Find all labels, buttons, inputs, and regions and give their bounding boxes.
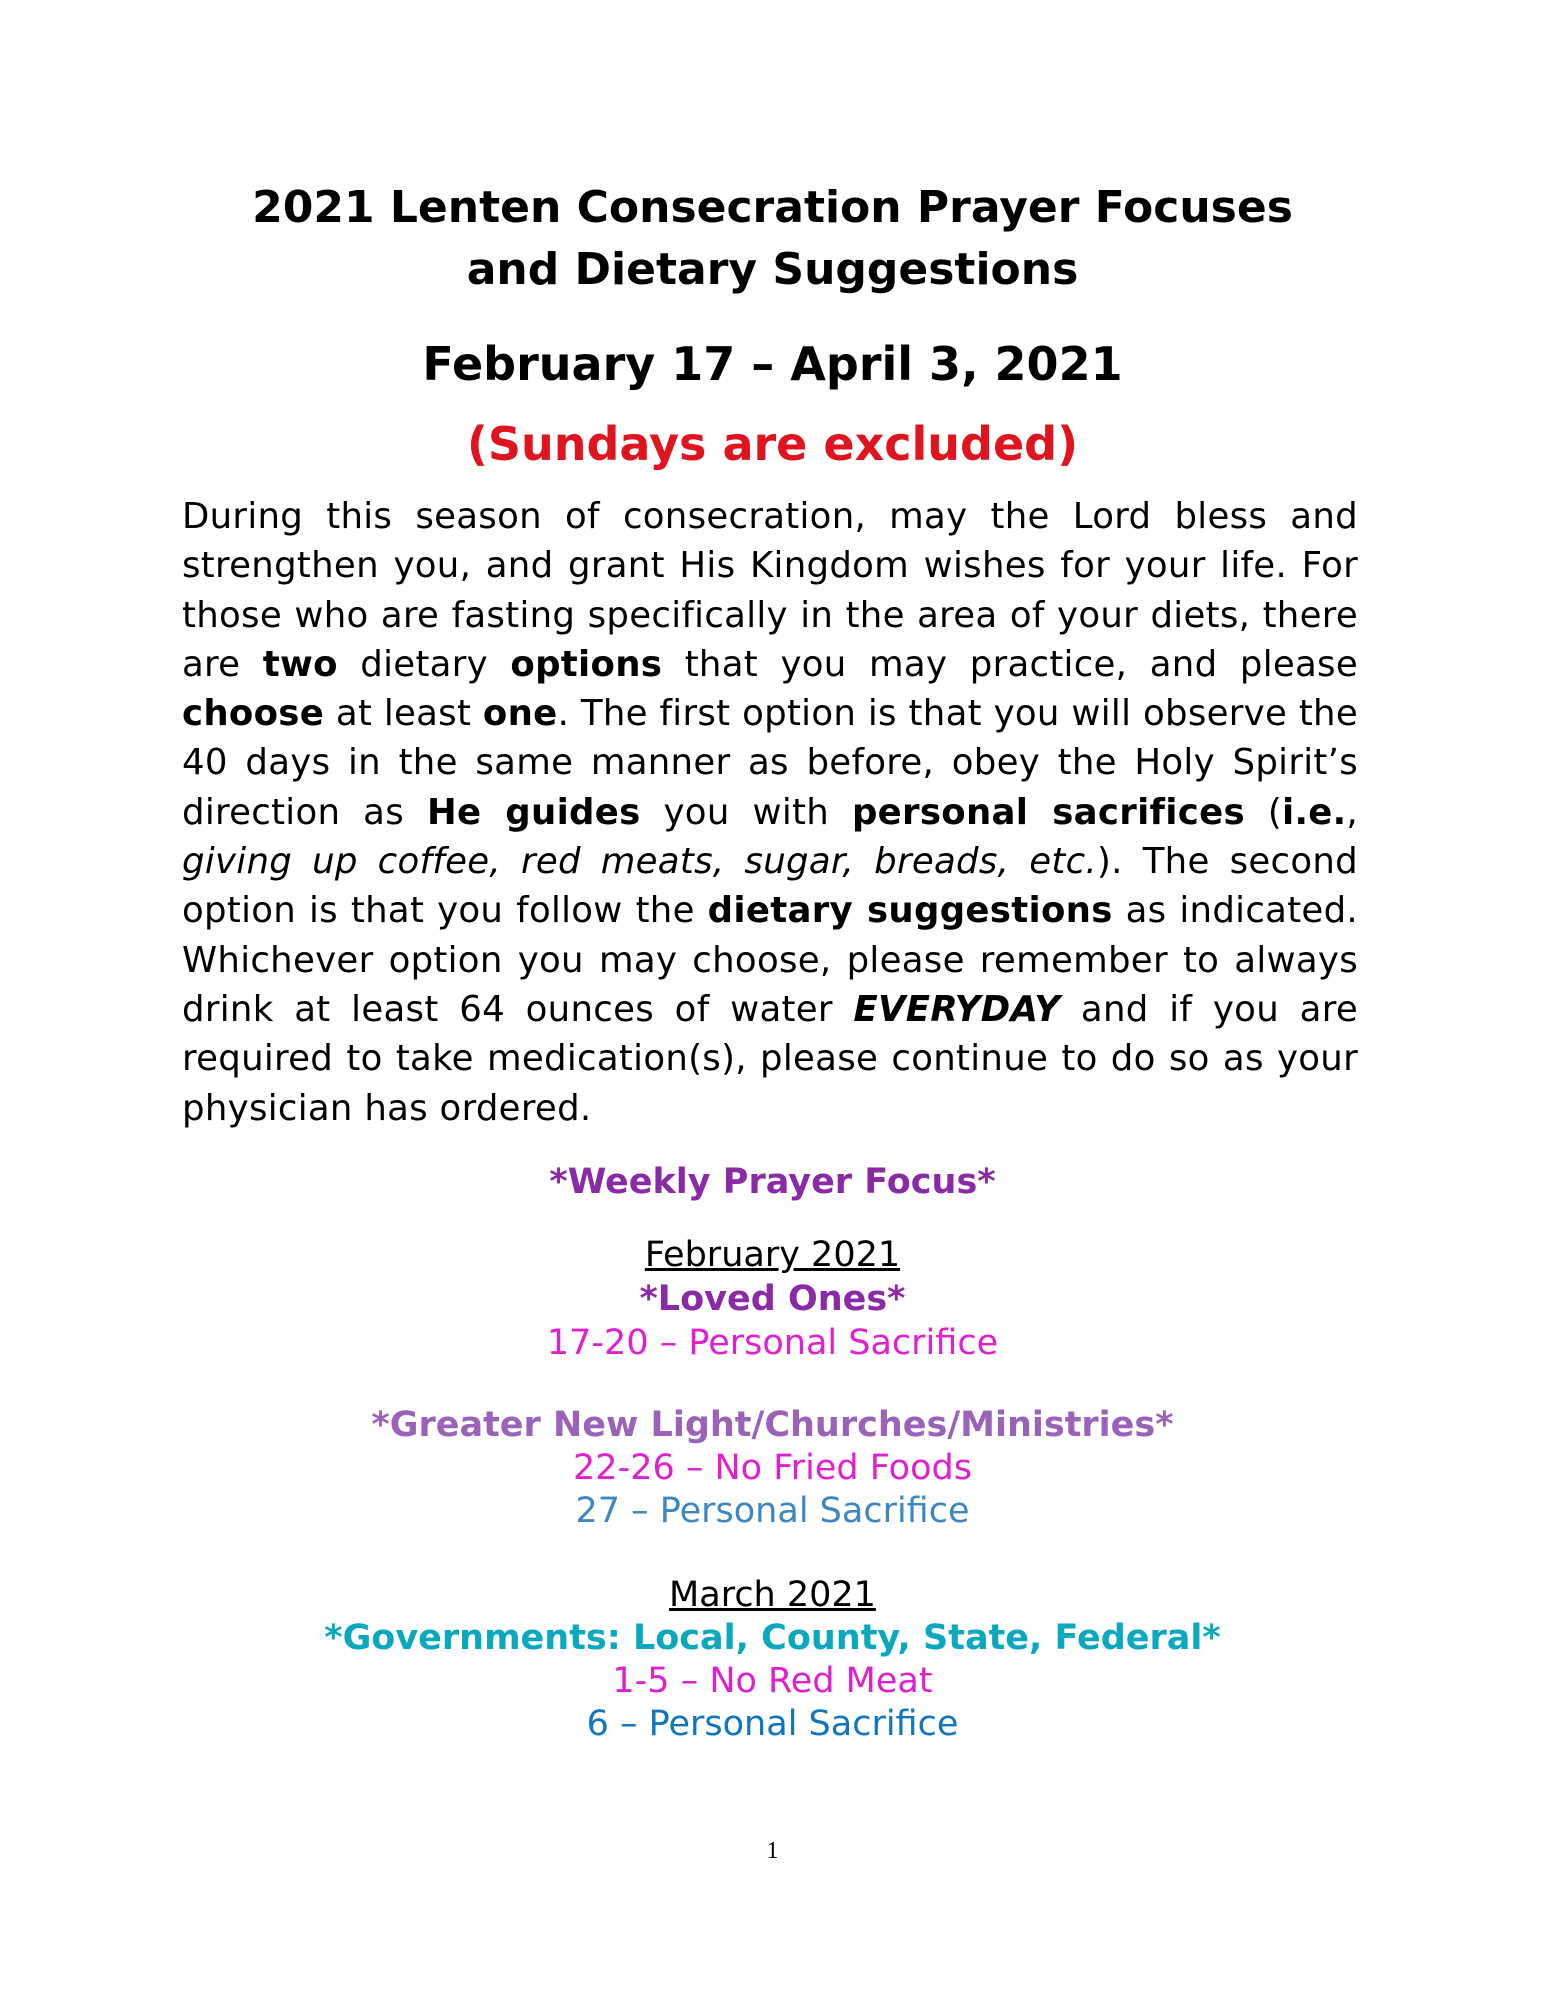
intro-text: and if you are required to take medication(s), please continue to do so as your physician has ordered. xyxy=(182,988,1358,1129)
intro-text: , xyxy=(1346,791,1358,833)
greater-new-light-section xyxy=(0,1404,1545,1533)
intro-text: at least xyxy=(324,693,483,735)
february-focus: *Loved Ones* xyxy=(639,1279,906,1319)
february-month-label: February 2021 xyxy=(644,1235,901,1275)
sundays-excluded-note: (Sundays are excluded) xyxy=(466,417,1079,471)
weekly-prayer-focus-heading: *Weekly Prayer Focus* xyxy=(549,1162,996,1202)
greater-focus: *Greater New Light/Churches/Ministries* xyxy=(371,1405,1174,1445)
date-range: February 17 – April 3, 2021 xyxy=(422,337,1123,391)
greater-item-2: 27 – Personal Sacrifice xyxy=(575,1491,970,1531)
intro-text: During this season of consecration, may the Lord bless and strengthen you, and grant His Kingdom wishes for your life. For those who are fasting specifically in the area of your diets, there are xyxy=(182,496,1358,685)
intro-bold-one: one xyxy=(482,693,558,735)
february-section xyxy=(0,1233,1545,1365)
intro-text: . The first option is that you will observe the 40 days in the same manner as before, obey the Holy Spirit’s direction as xyxy=(182,693,1358,833)
intro-bold-two: two xyxy=(262,643,338,685)
march-item-2: 6 – Personal Sacrifice xyxy=(586,1704,959,1744)
february-item-1: 17-20 – Personal Sacrifice xyxy=(546,1323,999,1363)
document-title xyxy=(0,177,1545,301)
intro-text: as indicated. Whichever option you may choose, please remember to always drink at least 64 ounces of water xyxy=(182,890,1358,1030)
intro-bold-ie: i.e. xyxy=(1281,791,1347,833)
intro-text: you with xyxy=(640,791,852,833)
intro-bold-italic-everyday: EVERYDAY xyxy=(853,988,1061,1030)
march-focus: *Governments: Local, County, State, Federal* xyxy=(324,1618,1221,1658)
intro-bold-choose: choose xyxy=(182,693,325,735)
intro-bold-he-guides: He guides xyxy=(426,791,641,833)
intro-italic-examples: giving up coffee, red meats, sugar, breads, etc. xyxy=(182,841,1097,883)
page-number: 1 xyxy=(766,1838,779,1864)
greater-item-1: 22-26 – No Fried Foods xyxy=(573,1448,972,1488)
title-line-1: 2021 Lenten Consecration Prayer Focuses xyxy=(252,182,1293,233)
intro-paragraph xyxy=(182,492,1358,1133)
march-section xyxy=(0,1574,1545,1746)
intro-bold-personal-sacrifices: personal sacrifices xyxy=(851,791,1245,833)
intro-bold-options: options xyxy=(510,643,663,685)
intro-text: ( xyxy=(1244,791,1282,833)
intro-text: that you may practice, and please xyxy=(662,643,1358,685)
march-month-label: March 2021 xyxy=(669,1575,876,1615)
intro-text: ). The second option is that you follow the xyxy=(182,841,1358,932)
march-item-1: 1-5 – No Red Meat xyxy=(612,1661,933,1701)
intro-bold-dietary-suggestions: dietary suggestions xyxy=(707,890,1113,932)
title-line-2: and Dietary Suggestions xyxy=(466,244,1079,295)
intro-text: dietary xyxy=(337,643,511,685)
